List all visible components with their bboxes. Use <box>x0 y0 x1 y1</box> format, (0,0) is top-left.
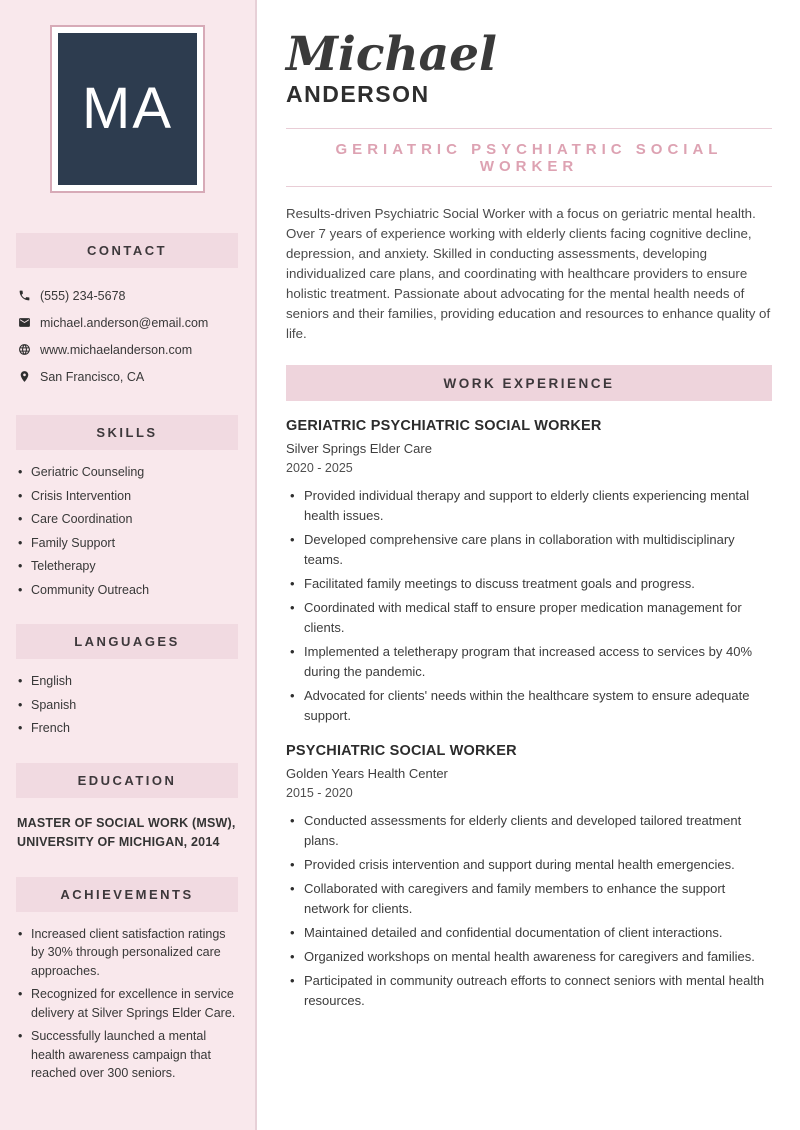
job-company: Silver Springs Elder Care <box>286 441 432 457</box>
language-item: • English <box>18 672 242 691</box>
last-name: ANDERSON <box>286 81 430 108</box>
headline-block <box>286 128 772 187</box>
achievement-item: • Successfully launched a mental health awareness campaign that reached over 300 seniors. <box>18 1027 242 1083</box>
language-item: • Spanish <box>18 696 242 715</box>
monogram-photo <box>58 33 197 185</box>
contact-website-row <box>0 336 255 363</box>
photo-frame <box>50 25 205 193</box>
job-dates: 2020 - 2025 <box>286 461 353 476</box>
skill-item: • Care Coordination <box>18 510 242 529</box>
job-title: PSYCHIATRIC SOCIAL WORKER <box>286 743 517 760</box>
languages-heading: LANGUAGES <box>16 624 238 659</box>
work-experience-heading: WORK EXPERIENCE <box>286 365 772 401</box>
achievement-item: • Recognized for excellence in service delivery at Silver Springs Elder Care. <box>18 985 242 1022</box>
education-heading: EDUCATION <box>16 763 238 798</box>
contact-section <box>0 233 255 390</box>
job-bullet: • Developed comprehensive care plans in collaboration with multidisciplinary teams. <box>286 530 772 570</box>
job-bullet: • Advocated for clients' needs within the healthcare system to ensure adequate support. <box>286 686 772 726</box>
contact-location-row <box>0 363 255 390</box>
main-content <box>257 0 800 1130</box>
job-bullet: • Maintained detailed and confidential documentation of client interactions. <box>286 923 772 943</box>
job-bullet: • Provided crisis intervention and support during mental health emergencies. <box>286 855 772 875</box>
contact-list <box>0 282 255 390</box>
contact-phone-row <box>0 282 255 309</box>
headline-title: GERIATRIC PSYCHIATRIC SOCIAL WORKER <box>335 141 723 176</box>
contact-location-value: San Francisco, CA <box>40 369 145 384</box>
language-item: • French <box>18 719 242 738</box>
sidebar <box>0 0 257 1130</box>
languages-section <box>0 624 255 738</box>
job-bullet-list <box>286 486 772 726</box>
job-bullet: • Implemented a teletherapy program that increased access to services by 40% during the pandemic. <box>286 642 772 682</box>
location-icon <box>18 370 31 383</box>
monogram-initials: MA <box>82 76 173 141</box>
skills-heading: SKILLS <box>16 415 238 450</box>
achievements-section <box>0 877 255 1083</box>
achievements-heading: ACHIEVEMENTS <box>16 877 238 912</box>
education-degree: MASTER OF SOCIAL WORK (MSW), UNIVERSITY OF MICHIGAN, 2014 <box>17 815 236 849</box>
job-bullet-list <box>286 811 772 1011</box>
achievements-list <box>0 925 255 1083</box>
job-company: Golden Years Health Center <box>286 766 448 782</box>
job-bullet: • Coordinated with medical staff to ensure proper medication management for clients. <box>286 598 772 638</box>
headline-rule-bottom <box>286 186 772 187</box>
job-title: GERIATRIC PSYCHIATRIC SOCIAL WORKER <box>286 418 602 435</box>
contact-heading: CONTACT <box>16 233 238 268</box>
skill-item: • Crisis Intervention <box>18 487 242 506</box>
skill-item: • Teletherapy <box>18 557 242 576</box>
first-name: Michael <box>286 27 497 82</box>
job-entry-1 <box>286 418 772 726</box>
email-icon <box>18 316 31 329</box>
job-bullet: • Participated in community outreach efforts to connect seniors with mental health resources. <box>286 971 772 1011</box>
job-dates: 2015 - 2020 <box>286 786 353 801</box>
education-section <box>0 763 255 852</box>
job-bullet: • Collaborated with caregivers and family members to enhance the support network for clients. <box>286 879 772 919</box>
job-entry-2 <box>286 743 772 1011</box>
skills-section <box>0 415 255 599</box>
skill-item: • Community Outreach <box>18 581 242 600</box>
job-bullet: • Organized workshops on mental health awareness for caregivers and families. <box>286 947 772 967</box>
phone-icon <box>18 289 31 302</box>
contact-email-row <box>0 309 255 336</box>
contact-phone-value: (555) 234-5678 <box>40 288 126 303</box>
professional-summary: Results-driven Psychiatric Social Worker with a focus on geriatric mental health. Over 7 years of experience working with elderly clients facing cognitive decline, depression, and anxiety. Skilled in conducting assessments, developing individualized care plans, and coordinating with healthcare providers to ensure holistic treatment. Passionate about advocating for the mental health needs of seniors and their families, providing education and resources to enhance quality of life. <box>286 206 771 342</box>
skills-list <box>0 463 255 599</box>
job-bullet: • Provided individual therapy and support to elderly clients experiencing mental health issues. <box>286 486 772 526</box>
skill-item: • Family Support <box>18 534 242 553</box>
globe-icon <box>18 343 31 356</box>
contact-website-value: www.michaelanderson.com <box>40 342 193 357</box>
contact-email-value: michael.anderson@email.com <box>40 315 209 330</box>
skill-item: • Geriatric Counseling <box>18 463 242 482</box>
achievement-item: • Increased client satisfaction ratings by 30% through personalized care approaches. <box>18 925 242 981</box>
job-bullet: • Conducted assessments for elderly clients and developed tailored treatment plans. <box>286 811 772 851</box>
job-bullet: • Facilitated family meetings to discuss treatment goals and progress. <box>286 574 772 594</box>
languages-list <box>0 672 255 738</box>
